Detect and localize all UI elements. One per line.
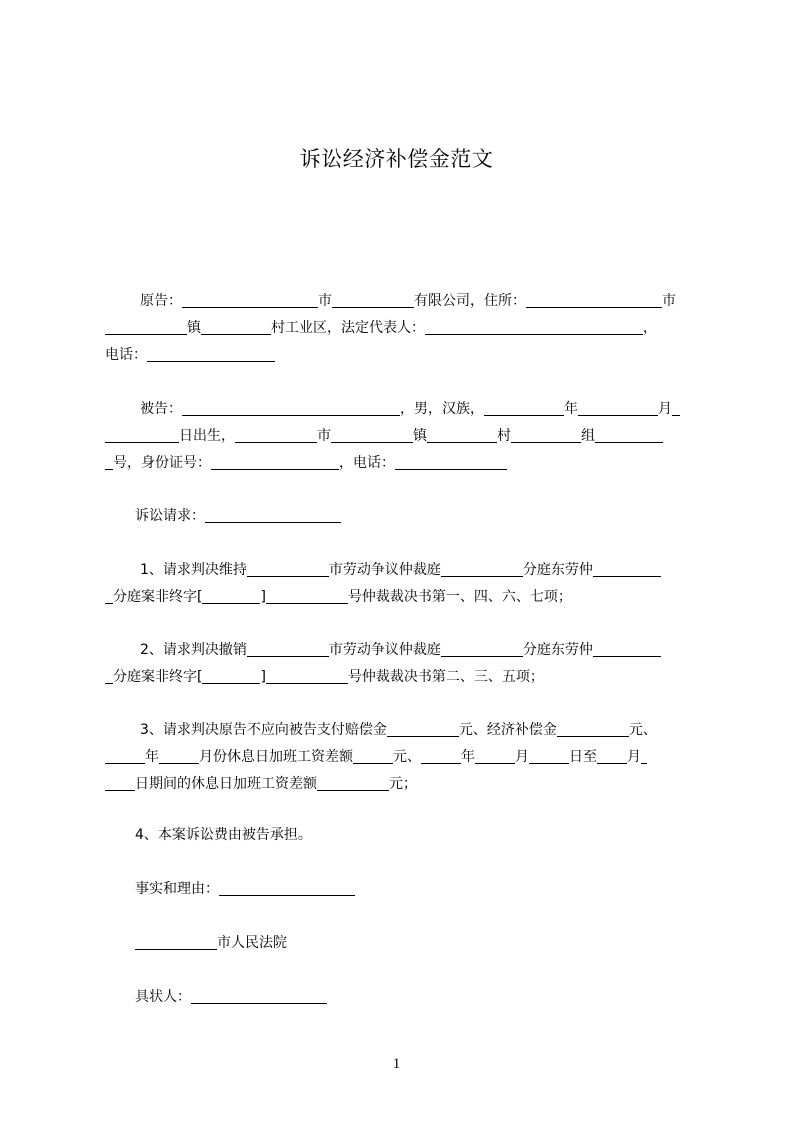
blank (105, 428, 179, 443)
claim1-line-2 (105, 588, 703, 606)
blank (557, 722, 629, 737)
defendant-line-3 (105, 454, 703, 472)
blank (105, 320, 187, 335)
text-comma: ， (643, 320, 657, 336)
blank (387, 722, 459, 737)
text-case: 分庭案非终字[ (113, 669, 203, 685)
text-claim4: 4、本案诉讼费由被告承担。 (135, 827, 312, 843)
blank (202, 589, 260, 604)
text-city: 市 (318, 293, 332, 309)
text-born: 日出生， (179, 428, 235, 444)
claim2-line-2 (105, 668, 703, 686)
blank (205, 508, 341, 523)
blank (595, 428, 663, 443)
defendant-label: 被告： (140, 401, 182, 417)
signer-label: 具状人： (135, 989, 191, 1005)
facts-line (105, 880, 703, 898)
blank (182, 293, 318, 308)
page-number: 1 (392, 1056, 401, 1072)
text-info: ，男，汉族， (400, 401, 484, 417)
blank (105, 669, 113, 684)
court-line (105, 934, 703, 952)
document-title: 诉讼经济补偿金范文 (299, 147, 494, 171)
text-village: 村工业区，法定代表人： (271, 320, 425, 336)
blank (105, 749, 145, 764)
blank (235, 428, 317, 443)
blank (201, 320, 271, 335)
text-tail: 号仲裁裁决书第一、四、六、七项； (347, 589, 572, 605)
text-branch: 分庭东劳仲 (522, 642, 593, 658)
court-label: 市人民法院 (217, 935, 287, 951)
claim3-line-2 (105, 748, 703, 766)
claim4-line (105, 826, 703, 844)
text-yuan3: 元、 (393, 749, 421, 765)
blank (266, 589, 348, 604)
signer-line (105, 988, 703, 1006)
blank (593, 562, 661, 577)
blank (332, 293, 414, 308)
text-year: 年 (564, 401, 578, 417)
text-bracket: ] (260, 589, 266, 605)
blank (135, 935, 217, 950)
text-month: 月 (658, 401, 672, 417)
text-day-to: 日至 (569, 749, 597, 765)
claims-heading (105, 507, 703, 525)
blank (597, 749, 627, 764)
blank (511, 428, 581, 443)
blank (593, 642, 661, 657)
blank (395, 455, 507, 470)
text-tail: 号仲裁裁决书第二、三、五项； (347, 669, 544, 685)
blank (441, 642, 523, 657)
claim3-line-1 (105, 721, 703, 739)
text-branch: 分庭东劳仲 (522, 562, 593, 578)
text-case: 分庭案非终字[ (113, 589, 203, 605)
text-number: 号，身份证号： (113, 455, 211, 471)
defendant-line-2 (105, 427, 703, 445)
blank (421, 749, 461, 764)
blank (202, 669, 260, 684)
text-town: 镇 (187, 320, 201, 336)
text-month3: 月 (627, 749, 641, 765)
blank (578, 401, 658, 416)
blank (182, 401, 400, 416)
text-city: 市 (317, 428, 331, 444)
blank (484, 401, 564, 416)
blank (529, 749, 569, 764)
blank (105, 776, 135, 791)
plaintiff-line-1 (105, 292, 703, 310)
plaintiff-line-3 (105, 346, 703, 364)
text-yuan2: 元、 (628, 722, 657, 738)
blank (219, 881, 355, 896)
text-lead: 2、请求判决撤销 (140, 642, 247, 658)
blank (211, 455, 339, 470)
blank (353, 749, 393, 764)
text-year: 年 (145, 749, 159, 765)
text-bracket: ] (260, 669, 266, 685)
text-phone: ，电话： (339, 455, 395, 471)
facts-label: 事实和理由： (135, 881, 219, 897)
text-group: 组 (581, 428, 595, 444)
plaintiff-line-2 (105, 319, 703, 337)
blank (526, 293, 662, 308)
blank (105, 589, 113, 604)
text-town: 镇 (413, 428, 427, 444)
defendant-line-1 (105, 400, 703, 418)
claim2-line-1 (105, 641, 703, 659)
blank (247, 642, 329, 657)
blank (247, 562, 329, 577)
text-year2: 年 (461, 749, 475, 765)
text-month: 月份休息日加班工资差额 (199, 749, 353, 765)
text-month2: 月 (515, 749, 529, 765)
blank (147, 347, 275, 362)
blank (317, 776, 389, 791)
blank (641, 749, 647, 764)
blank (425, 320, 643, 335)
text-court: 市劳动争议仲裁庭 (328, 642, 441, 658)
claim3-line-3 (105, 775, 703, 793)
blank (105, 455, 113, 470)
text-yuan1: 元、经济补偿金 (458, 722, 557, 738)
blank (427, 428, 497, 443)
text-phone: 电话： (105, 347, 147, 363)
text-yuan4: 元； (389, 776, 417, 792)
blank (266, 669, 348, 684)
text-city2: 市 (662, 293, 676, 309)
blank (159, 749, 199, 764)
blank (191, 989, 327, 1004)
text-lead: 1、请求判决维持 (140, 562, 247, 578)
text-court: 市劳动争议仲裁庭 (328, 562, 441, 578)
blank (331, 428, 413, 443)
blank (441, 562, 523, 577)
claims-label: 诉讼请求： (135, 508, 205, 524)
blank (475, 749, 515, 764)
text-company: 有限公司，住所： (414, 293, 526, 309)
text-village: 村 (497, 428, 511, 444)
blank (672, 401, 680, 416)
claim1-line-1 (105, 561, 703, 579)
plaintiff-label: 原告： (140, 293, 182, 309)
text-period: 日期间的休息日加班工资差额 (135, 776, 317, 792)
text-lead: 3、请求判决原告不应向被告支付赔偿金 (140, 722, 387, 738)
